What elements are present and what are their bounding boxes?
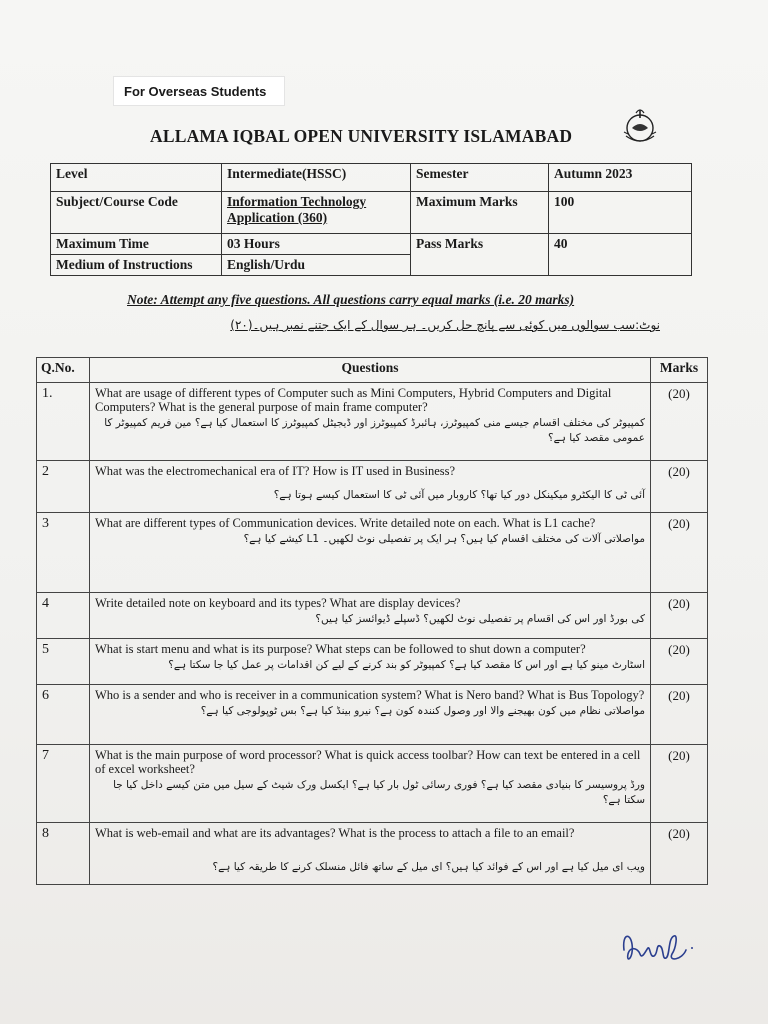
table-row [37, 745, 708, 823]
table-row [37, 685, 708, 745]
subject-label: Subject/Course Code [51, 192, 222, 234]
question-cell [90, 383, 651, 461]
note-english: Note: Attempt any five questions. All questions carry equal marks (i.e. 20 marks) [127, 292, 575, 307]
medium-label: Medium of Instructions [51, 255, 222, 276]
question-marks: (20) [651, 823, 708, 885]
university-title: ALLAMA IQBAL OPEN UNIVERSITY ISLAMABAD [150, 126, 573, 146]
note-urdu: نوٹ:سب سوالوں میں کوئی سے پانچ حل کریں۔ ہر سوال کے ایک جتنے نمبر ہیں۔(۲۰) [230, 318, 660, 332]
level-label: Level [51, 164, 222, 192]
col-qno-header: Q.No. [37, 358, 90, 383]
table-row [37, 593, 708, 639]
question-marks: (20) [651, 745, 708, 823]
question-urdu: آئی ٹی کا الیکٹرو میکینکل دور کیا تھا؟ کاروبار میں آئی ٹی کا استعمال کیسے ہوتا ہے؟ [273, 489, 645, 501]
question-cell [90, 593, 651, 639]
question-english: Who is a sender and who is receiver in a communication system? What is Nero band? What is Bus Topology? [95, 688, 645, 702]
exam-info-table [50, 163, 692, 276]
question-number: 3 [37, 513, 90, 593]
question-number: 1. [37, 383, 90, 461]
table-row [37, 823, 708, 885]
question-english: What are different types of Communication devices. Write detailed note on each. What is L1 cache? [95, 516, 596, 530]
question-urdu: مواصلاتی نظام میں کون بھیجنے والا اور وصول کنندہ کون ہے؟ نیرو بینڈ کیا ہے؟ بس ٹوپولوجی کیا ہے؟ [200, 705, 645, 717]
question-cell [90, 823, 651, 885]
questions-table [36, 357, 708, 885]
question-urdu: مواصلاتی آلات کی مختلف اقسام کیا ہیں؟ ہر ایک پر تفصیلی نوٹ لکھیں۔ L1 کیشے کیا ہے؟ [243, 533, 645, 545]
pass-marks-value: 40 [549, 234, 692, 276]
question-urdu: کمپیوٹر کی مختلف اقسام جیسے منی کمپیوٹرز، ہائبرڈ کمپیوٹرز اور ڈیجیٹل کمپیوٹرز کا استعمال کیا ہے؟ مین فریم کمپیوٹر کا عمومی مقصد کیا ہے؟ [104, 417, 645, 444]
question-english: Write detailed note on keyboard and its types? What are display devices? [95, 596, 461, 610]
question-english: What is web-email and what are its advantages? What is the process to attach a file to an email? [95, 826, 575, 840]
table-row [37, 383, 708, 461]
signature-mark [616, 914, 696, 974]
max-time-value: 03 Hours [222, 234, 411, 255]
question-cell [90, 745, 651, 823]
table-row [37, 513, 708, 593]
question-marks: (20) [651, 685, 708, 745]
question-cell [90, 513, 651, 593]
question-marks: (20) [651, 639, 708, 685]
question-english: What was the electromechanical era of IT? How is IT used in Business? [95, 464, 456, 478]
overseas-label: For Overseas Students [113, 76, 285, 106]
question-marks: (20) [651, 383, 708, 461]
col-questions-header: Questions [90, 358, 651, 383]
table-row [37, 461, 708, 513]
table-row [37, 639, 708, 685]
question-marks: (20) [651, 461, 708, 513]
question-cell [90, 461, 651, 513]
question-number: 5 [37, 639, 90, 685]
question-cell [90, 639, 651, 685]
question-number: 7 [37, 745, 90, 823]
question-number: 8 [37, 823, 90, 885]
question-english: What are usage of different types of Computer such as Mini Computers, Hybrid Computers and Digital Computers? What is the general purpose of main frame computer? [95, 386, 612, 414]
question-urdu: ورڈ پروسیسر کا بنیادی مقصد کیا ہے؟ فوری رسائی ٹول بار کیا ہے؟ ایکسل ورک شیٹ کے سیل میں متن کیسے داخل کیا جا سکتا ہے؟ [113, 779, 645, 806]
subject-value: Information Technology Application (360) [222, 192, 411, 234]
question-urdu: ویب ای میل کیا ہے اور اس کے فوائد کیا ہیں؟ ای میل کے ساتھ فائل منسلک کرنے کا طریقہ کیا ہے؟ [212, 861, 645, 873]
level-value: Intermediate(HSSC) [222, 164, 411, 192]
question-number: 6 [37, 685, 90, 745]
question-english: What is start menu and what is its purpose? What steps can be followed to shut down a computer? [95, 642, 586, 656]
question-number: 4 [37, 593, 90, 639]
question-urdu: کی بورڈ اور اس کی اقسام پر تفصیلی نوٹ لکھیں؟ ڈسپلے ڈیوائسز کیا ہیں؟ [315, 613, 645, 625]
question-urdu: اسٹارٹ مینو کیا ہے اور اس کا مقصد کیا ہے؟ کمپیوٹر کو بند کرنے کے لیے کن اقدامات پر عمل کیا جا سکتا ہے؟ [168, 659, 645, 671]
question-marks: (20) [651, 593, 708, 639]
question-cell [90, 685, 651, 745]
question-marks: (20) [651, 513, 708, 593]
pass-marks-label: Pass Marks [411, 234, 549, 276]
max-marks-label: Maximum Marks [411, 192, 549, 234]
question-english: What is the main purpose of word processor? What is quick access toolbar? How can text be entered in a cell of excel worksheet? [95, 748, 641, 776]
semester-value: Autumn 2023 [549, 164, 692, 192]
max-time-label: Maximum Time [51, 234, 222, 255]
medium-value: English/Urdu [222, 255, 411, 276]
semester-label: Semester [411, 164, 549, 192]
max-marks-value: 100 [549, 192, 692, 234]
university-crest-icon [618, 104, 662, 148]
col-marks-header: Marks [651, 358, 708, 383]
question-number: 2 [37, 461, 90, 513]
